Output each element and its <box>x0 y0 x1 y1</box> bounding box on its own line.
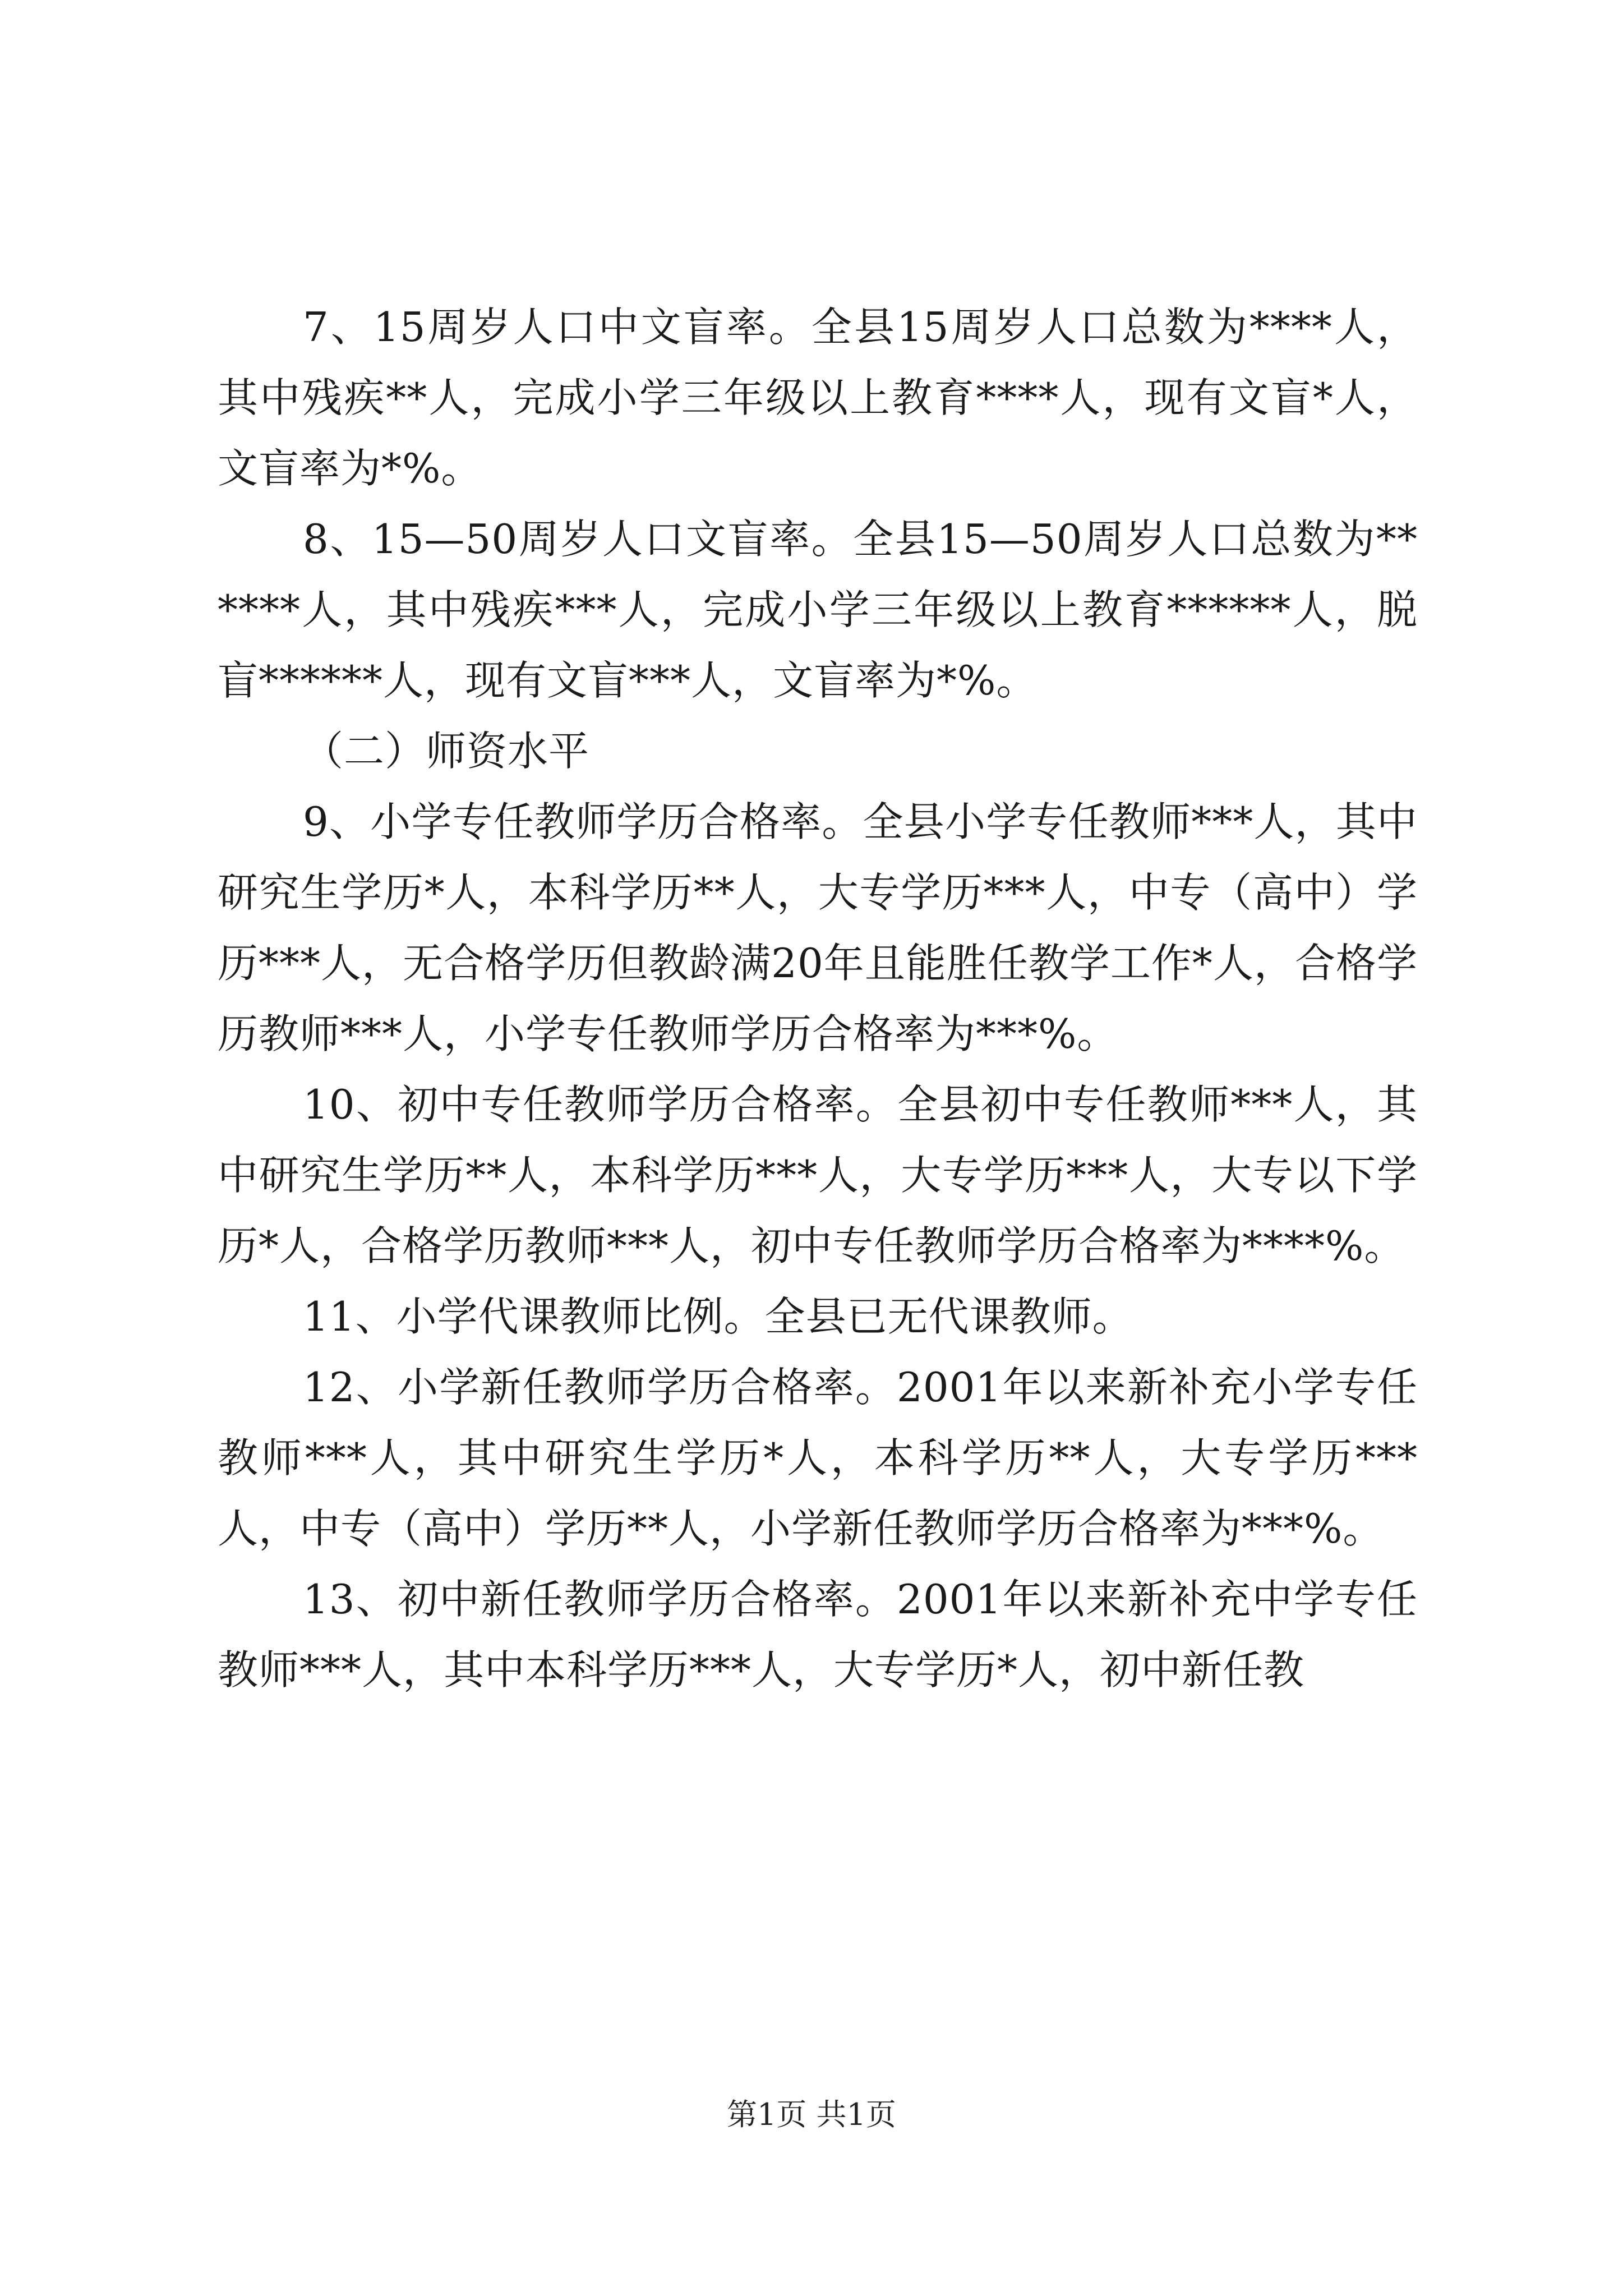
document-body <box>218 292 1418 1705</box>
section-heading-teachers: （二）师资水平 <box>303 728 590 775</box>
paragraph-13: 13、初中新任教师学历合格率。2001年以来新补充中学专任教师***人，其中本科学历***人，大专学历*人，初中新任教 <box>218 1576 1418 1694</box>
paragraph-10: 10、初中专任教师学历合格率。全县初中专任教师***人，其中研究生学历**人，本科学历***人，大专学历***人，大专以下学历*人，合格学历教师***人，初中专任教师学历合格率为****%。 <box>218 1081 1418 1269</box>
paragraph-11: 11、小学代课教师比例。全县已无代课教师。 <box>303 1293 1133 1340</box>
paragraph-7: 7、15周岁人口中文盲率。全县15周岁人口总数为****人，其中残疾**人，完成小学三年级以上教育****人，现有文盲*人，文盲率为*%。 <box>218 303 1418 492</box>
paragraph-9: 9、小学专任教师学历合格率。全县小学专任教师***人，其中研究生学历*人，本科学历**人，大专学历***人，中专（高中）学历***人，无合格学历但教龄满20年且能胜任教学工作*人，合格学历教师***人，小学专任教师学历合格率为***%。 <box>218 798 1418 1057</box>
paragraph-12: 12、小学新任教师学历合格率。2001年以来新补充小学专任教师***人，其中研究生学历*人，本科学历**人，大专学历***人，中专（高中）学历**人，小学新任教师学历合格率为***%。 <box>218 1364 1418 1552</box>
paragraph-8: 8、15—50周岁人口文盲率。全县15—50周岁人口总数为******人，其中残疾***人，完成小学三年级以上教育******人，脱盲******人，现有文盲***人，文盲率为*%。 <box>218 516 1418 704</box>
page-footer: 第1页 共1页 <box>727 2097 896 2132</box>
